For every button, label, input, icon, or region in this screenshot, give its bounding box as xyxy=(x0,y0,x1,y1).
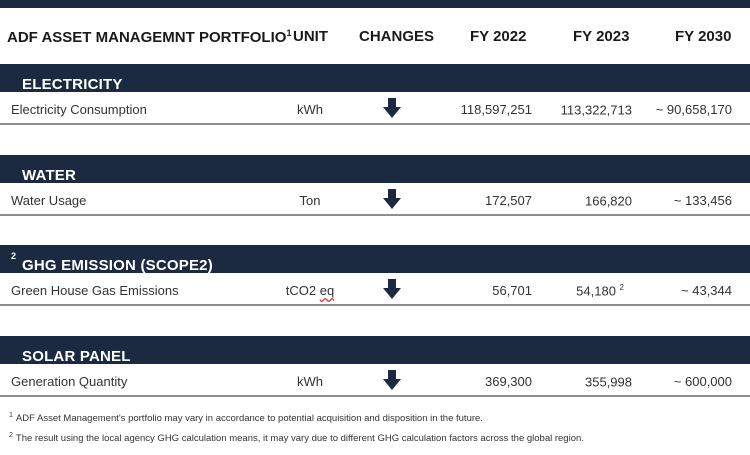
section-header-electricity xyxy=(0,64,750,92)
table-header xyxy=(0,18,750,58)
fy2030-header: FY 2030 xyxy=(675,28,732,45)
fy2023-value: 54,180 $^2$ xyxy=(576,283,624,299)
row-label: Generation Quantity xyxy=(11,374,128,389)
table-row-ghg xyxy=(0,274,750,306)
down-arrow-icon xyxy=(383,189,401,209)
fy2030-value: ~ 90,658,170 xyxy=(655,102,732,117)
row-unit: tCO2 eq xyxy=(285,283,335,298)
section-title: WATER xyxy=(22,167,77,184)
down-arrow-icon xyxy=(383,370,401,390)
unit-header: UNIT xyxy=(293,28,328,45)
table-row-electricity xyxy=(0,93,750,125)
fy2023-value: 113,322,713 xyxy=(560,102,632,118)
fy2022-value: 369,300 xyxy=(485,374,532,389)
changes-header: CHANGES xyxy=(359,28,435,45)
fy2022-value: 118,597,251 xyxy=(460,102,532,117)
row-unit: kWh xyxy=(297,102,323,117)
fy2022-value: 56,701 xyxy=(492,283,532,298)
row-unit: kWh xyxy=(297,374,323,389)
section-header-ghg-emission: GHG EMISSION (SCOPE2) $^2$ xyxy=(0,245,750,273)
down-arrow-icon xyxy=(383,98,401,118)
top-bar xyxy=(0,0,750,8)
fy2023-header: FY 2023 xyxy=(573,28,630,45)
fy2022-value: 172,507 xyxy=(485,193,532,208)
row-label: Water Usage xyxy=(11,193,87,208)
row-label: Green House Gas Emissions xyxy=(11,283,179,298)
section-title: GHG EMISSION (SCOPE2) xyxy=(22,257,213,274)
row-unit: Ton xyxy=(299,193,321,208)
down-arrow-icon xyxy=(383,279,401,299)
footnote-1: $^1$ ADF Asset Management's portfolio may vary in accordance to potential acquisition and disposition in the future. xyxy=(9,412,483,425)
section-title: SOLAR PANEL xyxy=(22,348,131,365)
portfolio-title-header: ADF ASSET MANAGEMNT PORTFOLIO$^1$ xyxy=(7,28,292,46)
section-header-water xyxy=(0,155,750,183)
table-row-solar xyxy=(0,365,750,397)
table-row-water xyxy=(0,184,750,216)
section-header-solar-panel xyxy=(0,336,750,364)
footnote-2: $^2$ The result using the local agency GHG calculation means, it may vary due to different GHG calculation factors across the global region. xyxy=(9,432,584,445)
fy2030-value: ~ 600,000 xyxy=(673,374,732,389)
fy2023-value: 166,820 xyxy=(585,193,632,209)
fy2022-header: FY 2022 xyxy=(470,28,527,45)
row-label: Electricity Consumption xyxy=(11,102,147,117)
fy2030-value: ~ 133,456 xyxy=(673,193,732,208)
fy2030-value: ~ 43,344 xyxy=(681,283,732,298)
fy2023-value: 355,998 xyxy=(585,374,632,390)
section-title: ELECTRICITY xyxy=(22,76,123,93)
